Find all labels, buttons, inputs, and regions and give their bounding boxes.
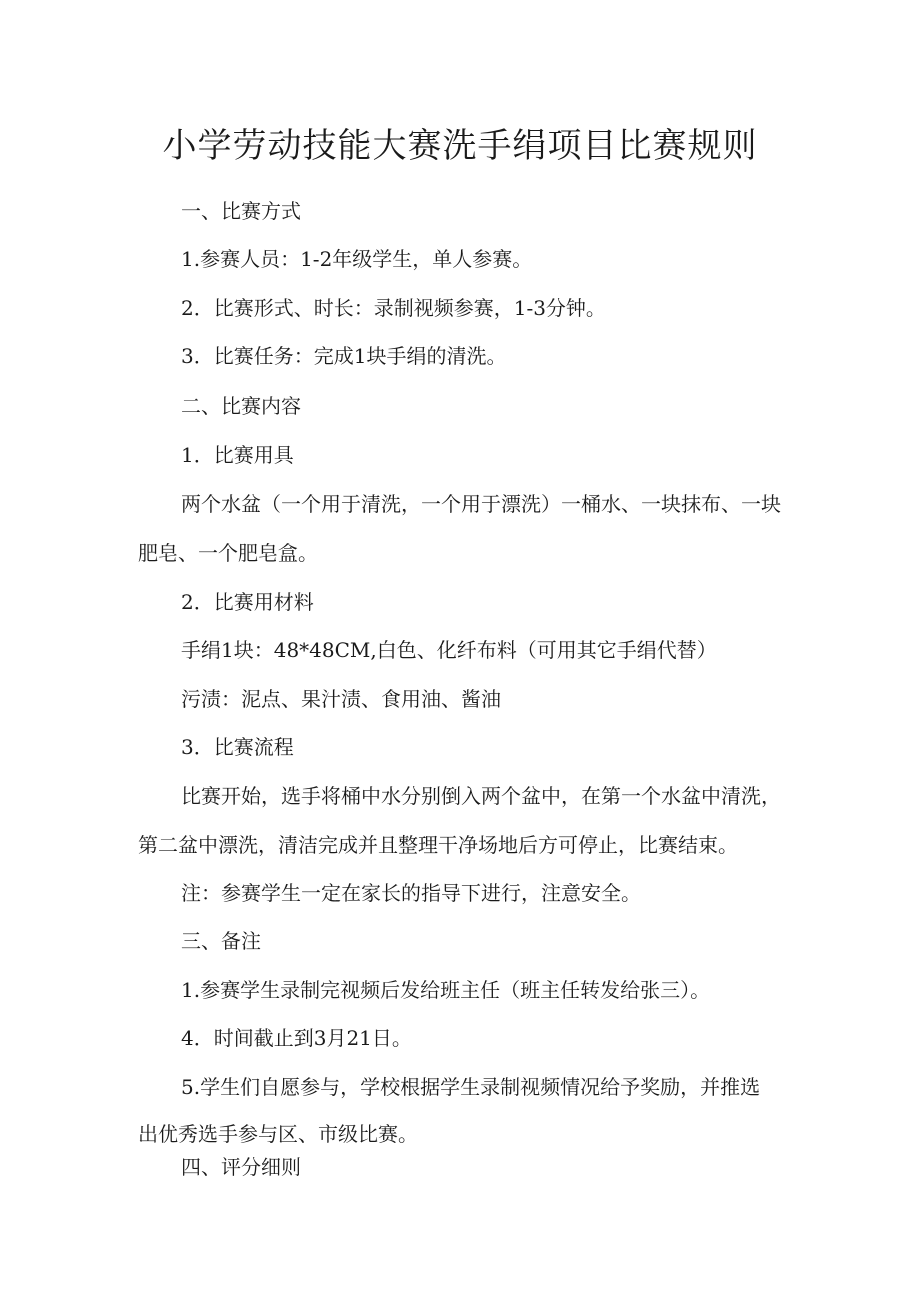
equipment-text-line-2: 肥皂、一个肥皂盒。 — [138, 541, 318, 565]
safety-note: 注：参赛学生一定在家长的指导下进行，注意安全。 — [181, 881, 641, 905]
section-heading-competition-format: 一、比赛方式 — [181, 199, 301, 223]
document-title: 小学劳动技能大赛洗手绢项目比赛规则 — [162, 126, 758, 166]
subheading-materials: 2．比赛用材料 — [181, 590, 314, 614]
materials-handkerchief: 手绢1块：48*48CM,白色、化纤布料（可用其它手绢代替） — [181, 638, 717, 662]
subheading-process: 3．比赛流程 — [181, 735, 294, 759]
section-heading-notes: 三、备注 — [181, 929, 261, 953]
equipment-text-line-1: 两个水盆（一个用于清洗，一个用于漂洗）一桶水、一块抹布、一块 — [181, 492, 781, 516]
process-text-line-2: 第二盆中漂洗，清洁完成并且整理干净场地后方可停止，比赛结束。 — [138, 833, 738, 857]
process-text-line-1: 比赛开始，选手将桶中水分别倒入两个盆中，在第一个水盆中清洗， — [181, 784, 781, 808]
section-heading-competition-content: 二、比赛内容 — [181, 394, 301, 418]
subheading-equipment: 1．比赛用具 — [181, 443, 294, 467]
materials-stains: 污渍：泥点、果汁渍、食用油、酱油 — [181, 687, 501, 711]
rule-task: 3．比赛任务：完成1块手绢的清洗。 — [181, 344, 507, 368]
rule-participants: 1.参赛人员：1-2年级学生，单人参赛。 — [181, 247, 533, 271]
note-submission: 1.参赛学生录制完视频后发给班主任（班主任转发给张三）。 — [181, 978, 711, 1002]
note-rewards-line-1: 5.学生们自愿参与，学校根据学生录制视频情况给予奖励，并推选 — [181, 1075, 761, 1099]
note-deadline: 4．时间截止到3月21日。 — [181, 1026, 412, 1050]
section-heading-scoring: 四、评分细则 — [181, 1155, 301, 1179]
rule-format-duration: 2．比赛形式、时长：录制视频参赛，1-3分钟。 — [181, 296, 606, 320]
note-rewards-line-2: 出优秀选手参与区、市级比赛。 — [138, 1122, 418, 1146]
